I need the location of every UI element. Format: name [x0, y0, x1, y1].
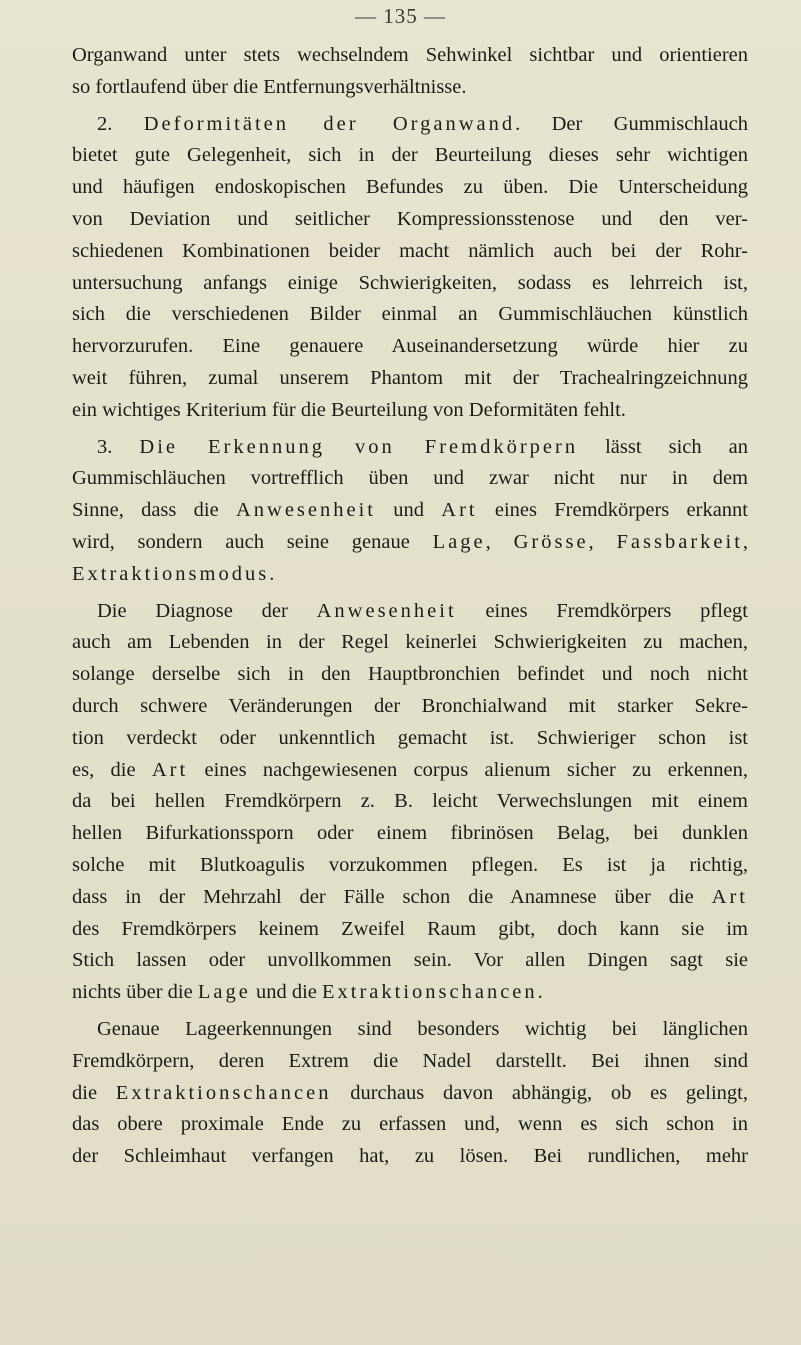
text-line: schiedenen Kombinationen beider macht nämlich auch bei der Rohr-: [72, 239, 748, 262]
text-line: der Schleimhaut verfangen hat, zu lösen. Bei rundlichen, mehr: [72, 1145, 748, 1168]
text-line: untersuchung anfangs einige Schwierigkeiten, sodass es lehrreich ist,: [72, 271, 748, 294]
text-line: 3. Die Erkennung von Fremdkörpern lässt sich an: [97, 435, 748, 458]
text-line: Extraktionsmodus.: [72, 562, 275, 585]
text-line: es, die Art eines nachgewiesenen corpus alienum sicher zu erkennen,: [72, 758, 748, 781]
text-line: solange derselbe sich in den Hauptbronchien befindet und noch nicht: [72, 663, 748, 686]
text-line: wird, sondern auch seine genaue Lage, Grösse, Fassbarkeit,: [72, 530, 749, 553]
text-line: 2. Deformitäten der Organwand. Der Gummischlauch: [97, 112, 749, 135]
text-line: tion verdeckt oder unkenntlich gemacht ist. Schwieriger schon ist: [72, 726, 748, 749]
text-line: des Fremdkörpers keinem Zweifel Raum gibt, doch kann sie im: [72, 917, 748, 940]
body-text: [72, 40, 748, 1173]
page-number: — 135 —: [355, 4, 446, 28]
text-line: Fremdkörpern, deren Extrem die Nadel darstellt. Bei ihnen sind: [72, 1049, 748, 1072]
text-line: auch am Lebenden in der Regel keinerlei Schwierigkeiten zu machen,: [72, 631, 748, 654]
text-line: solche mit Blutkoagulis vorzukommen pflegen. Es ist ja richtig,: [72, 853, 748, 876]
text-line: bietet gute Gelegenheit, sich in der Beurteilung dieses sehr wichtigen: [72, 144, 748, 167]
text-line: dass in der Mehrzahl der Fälle schon die Anamnese über die Art: [72, 885, 748, 908]
text-line: Genaue Lageerkennungen sind besonders wichtig bei länglichen: [97, 1017, 748, 1040]
text-line: Gummischläuchen vortrefflich üben und zwar nicht nur in dem: [72, 467, 748, 490]
text-line: das obere proximale Ende zu erfassen und, wenn es sich schon in: [72, 1113, 748, 1136]
text-line: sich die verschiedenen Bilder einmal an Gummischläuchen künstlich: [72, 303, 748, 326]
text-line: da bei hellen Fremdkörpern z. B. leicht Verwechslungen mit einem: [72, 790, 748, 813]
text-line: und häufigen endoskopischen Befundes zu üben. Die Unterscheidung: [72, 176, 748, 199]
text-line: nichts über die Lage und die Extraktionschancen.: [72, 981, 543, 1004]
text-line: Organwand unter stets wechselndem Sehwinkel sichtbar und orientieren: [72, 44, 748, 66]
text-line: so fortlaufend über die Entfernungsverhältnisse.: [72, 75, 467, 98]
text-line: Sinne, dass die Anwesenheit und Art eines Fremdkörpers erkannt: [72, 499, 748, 522]
text-line: ein wichtiges Kriterium für die Beurteilung von Deformitäten fehlt.: [72, 398, 626, 421]
text-line: weit führen, zumal unserem Phantom mit der Trachealringzeichnung: [72, 366, 748, 389]
text-line: Die Diagnose der Anwesenheit eines Fremdkörpers pflegt: [97, 599, 748, 622]
text-line: die Extraktionschancen durchaus davon abhängig, ob es gelingt,: [72, 1081, 748, 1104]
text-line: Stich lassen oder unvollkommen sein. Vor allen Dingen sagt sie: [72, 949, 748, 972]
text-line: hellen Bifurkationssporn oder einem fibrinösen Belag, bei dunklen: [72, 822, 748, 845]
text-line: hervorzurufen. Eine genauere Auseinandersetzung würde hier zu: [72, 335, 748, 358]
text-line: durch schwere Veränderungen der Bronchialwand mit starker Sekre-: [72, 694, 748, 717]
text-line: von Deviation und seitlicher Kompressionsstenose und den ver-: [72, 207, 748, 230]
